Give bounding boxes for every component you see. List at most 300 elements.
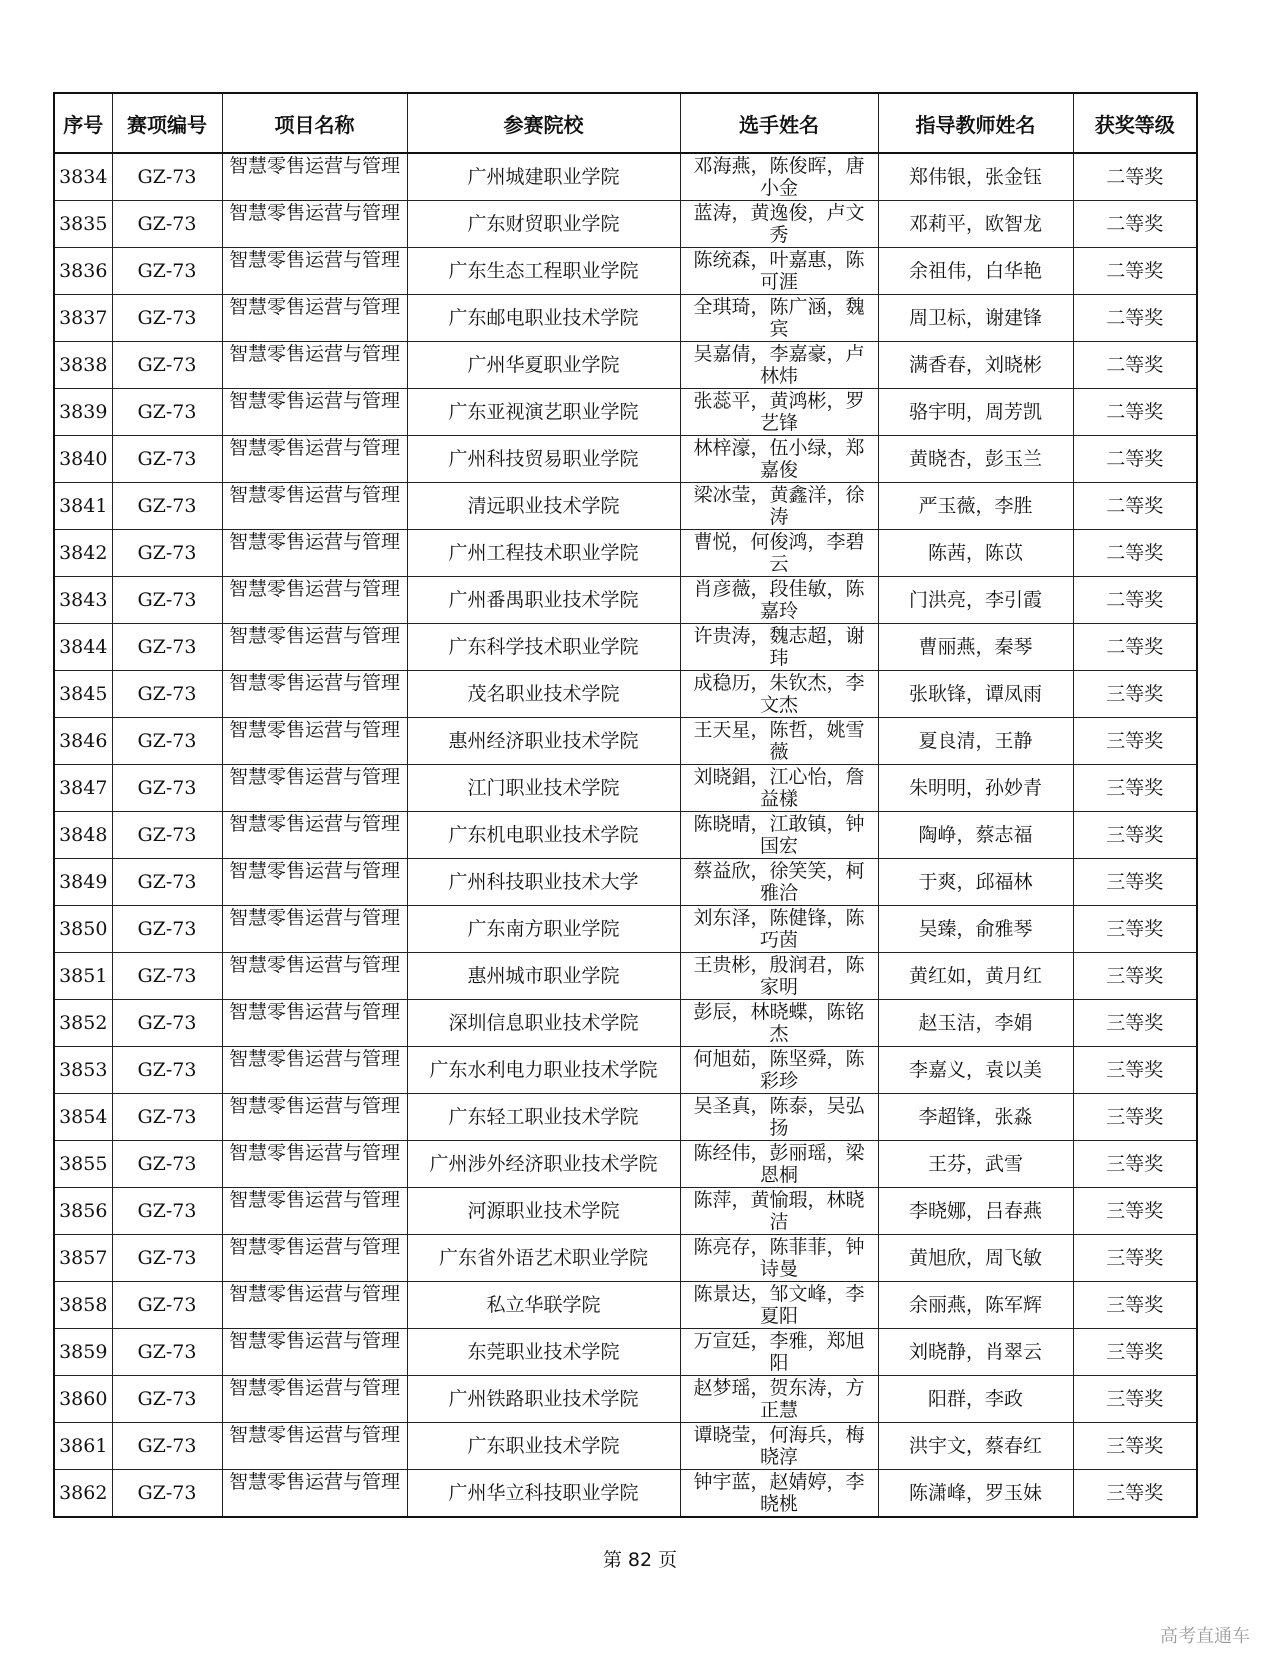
cell-student-names-text: 刘东泽，陈健锋，陈巧茵 xyxy=(693,907,865,951)
cell-project-name-text: 智慧零售运营与管理 xyxy=(228,531,400,553)
cell-project-name-text: 智慧零售运营与管理 xyxy=(228,1330,400,1352)
cell-teacher-names: 严玉薇，李胜 xyxy=(878,483,1073,530)
cell-award-level: 三等奖 xyxy=(1073,1188,1197,1235)
cell-student-names xyxy=(680,624,878,671)
table-row xyxy=(54,483,1197,530)
cell-serial-number: 3840 xyxy=(54,436,112,483)
cell-project-name xyxy=(222,1282,407,1329)
cell-student-names xyxy=(680,201,878,248)
cell-serial-number: 3841 xyxy=(54,483,112,530)
cell-project-name-text: 智慧零售运营与管理 xyxy=(228,1424,400,1446)
cell-student-names xyxy=(680,248,878,295)
cell-project-name-text: 智慧零售运营与管理 xyxy=(228,1001,400,1023)
table-row xyxy=(54,1094,1197,1141)
table-row xyxy=(54,342,1197,389)
cell-project-name-text: 智慧零售运营与管理 xyxy=(228,437,400,459)
cell-student-names xyxy=(680,1047,878,1094)
cell-school: 茂名职业技术学院 xyxy=(407,671,680,718)
cell-school: 广东水利电力职业技术学院 xyxy=(407,1047,680,1094)
cell-serial-number: 3849 xyxy=(54,859,112,906)
cell-student-names-text: 王天星，陈哲，姚雪薇 xyxy=(693,719,865,763)
cell-project-name xyxy=(222,295,407,342)
cell-event-code: GZ-73 xyxy=(112,1423,222,1470)
cell-serial-number: 3835 xyxy=(54,201,112,248)
table-row xyxy=(54,577,1197,624)
cell-serial-number: 3857 xyxy=(54,1235,112,1282)
table-row xyxy=(54,530,1197,577)
cell-project-name-text: 智慧零售运营与管理 xyxy=(228,1189,400,1211)
cell-serial-number: 3861 xyxy=(54,1423,112,1470)
cell-event-code: GZ-73 xyxy=(112,953,222,1000)
cell-student-names-text: 陈统森，叶嘉惠，陈可涯 xyxy=(693,249,865,293)
cell-school: 私立华联学院 xyxy=(407,1282,680,1329)
cell-teacher-names: 赵玉洁，李娟 xyxy=(878,1000,1073,1047)
cell-teacher-names: 邓莉平，欧智龙 xyxy=(878,201,1073,248)
table-row xyxy=(54,295,1197,342)
cell-project-name xyxy=(222,1235,407,1282)
cell-project-name-text: 智慧零售运营与管理 xyxy=(228,1471,400,1493)
cell-school: 广州华夏职业学院 xyxy=(407,342,680,389)
cell-project-name xyxy=(222,624,407,671)
cell-award-level: 三等奖 xyxy=(1073,765,1197,812)
cell-school: 惠州经济职业技术学院 xyxy=(407,718,680,765)
awards-table-container xyxy=(53,92,1196,1518)
cell-event-code: GZ-73 xyxy=(112,483,222,530)
cell-project-name-text: 智慧零售运营与管理 xyxy=(228,484,400,506)
cell-serial-number: 3845 xyxy=(54,671,112,718)
cell-student-names-text: 陈景达，邹文峰，李夏阳 xyxy=(693,1283,865,1327)
table-row xyxy=(54,718,1197,765)
cell-student-names xyxy=(680,1470,878,1518)
cell-school: 清远职业技术学院 xyxy=(407,483,680,530)
cell-teacher-names: 陈茜，陈苡 xyxy=(878,530,1073,577)
cell-project-name-text: 智慧零售运营与管理 xyxy=(228,860,400,882)
cell-serial-number: 3843 xyxy=(54,577,112,624)
cell-student-names-text: 何旭茹，陈坚舜，陈彩珍 xyxy=(693,1048,865,1092)
cell-teacher-names: 陈潇峰，罗玉妹 xyxy=(878,1470,1073,1518)
cell-award-level: 三等奖 xyxy=(1073,1470,1197,1518)
cell-school: 广州工程技术职业学院 xyxy=(407,530,680,577)
cell-award-level: 二等奖 xyxy=(1073,295,1197,342)
cell-serial-number: 3836 xyxy=(54,248,112,295)
cell-student-names xyxy=(680,483,878,530)
cell-teacher-names: 阳群，李政 xyxy=(878,1376,1073,1423)
header-project-name: 项目名称 xyxy=(222,93,407,153)
table-row xyxy=(54,1423,1197,1470)
cell-event-code: GZ-73 xyxy=(112,153,222,201)
cell-award-level: 三等奖 xyxy=(1073,1094,1197,1141)
cell-teacher-names: 李嘉义，袁以美 xyxy=(878,1047,1073,1094)
cell-serial-number: 3853 xyxy=(54,1047,112,1094)
header-event-code: 赛项编号 xyxy=(112,93,222,153)
table-row xyxy=(54,1282,1197,1329)
cell-student-names xyxy=(680,1423,878,1470)
cell-award-level: 三等奖 xyxy=(1073,953,1197,1000)
table-header-row xyxy=(54,93,1197,153)
cell-teacher-names: 李超锋，张淼 xyxy=(878,1094,1073,1141)
cell-student-names xyxy=(680,1376,878,1423)
cell-project-name-text: 智慧零售运营与管理 xyxy=(228,390,400,412)
cell-teacher-names: 张耿锋，谭凤雨 xyxy=(878,671,1073,718)
cell-project-name xyxy=(222,248,407,295)
cell-project-name-text: 智慧零售运营与管理 xyxy=(228,813,400,835)
cell-student-names-text: 全琪琦，陈广涵，魏宾 xyxy=(693,296,865,340)
cell-student-names-text: 蓝涛，黄逸俊，卢文秀 xyxy=(693,202,865,246)
cell-teacher-names: 黄红如，黄月红 xyxy=(878,953,1073,1000)
cell-student-names xyxy=(680,153,878,201)
cell-award-level: 三等奖 xyxy=(1073,1423,1197,1470)
cell-serial-number: 3838 xyxy=(54,342,112,389)
cell-award-level: 三等奖 xyxy=(1073,1329,1197,1376)
cell-event-code: GZ-73 xyxy=(112,765,222,812)
watermark-text: 高考直通车 xyxy=(1160,1626,1250,1647)
cell-event-code: GZ-73 xyxy=(112,530,222,577)
cell-student-names-text: 曹悦，何俊鸿，李碧云 xyxy=(693,531,865,575)
cell-serial-number: 3847 xyxy=(54,765,112,812)
cell-school: 广东财贸职业学院 xyxy=(407,201,680,248)
cell-project-name xyxy=(222,436,407,483)
cell-student-names xyxy=(680,436,878,483)
table-row xyxy=(54,389,1197,436)
table-row xyxy=(54,624,1197,671)
cell-student-names-text: 彭辰，林晓蝶，陈铭杰 xyxy=(693,1001,865,1045)
cell-teacher-names: 于爽，邱福林 xyxy=(878,859,1073,906)
cell-student-names-text: 梁冰莹，黄鑫洋，徐涛 xyxy=(693,484,865,528)
cell-student-names xyxy=(680,342,878,389)
cell-serial-number: 3839 xyxy=(54,389,112,436)
cell-award-level: 二等奖 xyxy=(1073,624,1197,671)
cell-school: 广州铁路职业技术学院 xyxy=(407,1376,680,1423)
cell-student-names xyxy=(680,1188,878,1235)
cell-award-level: 二等奖 xyxy=(1073,201,1197,248)
cell-teacher-names: 骆宇明，周芳凯 xyxy=(878,389,1073,436)
cell-teacher-names: 周卫标，谢建锋 xyxy=(878,295,1073,342)
cell-teacher-names: 门洪亮，李引霞 xyxy=(878,577,1073,624)
header-teacher-names: 指导教师姓名 xyxy=(878,93,1073,153)
table-row xyxy=(54,1188,1197,1235)
cell-event-code: GZ-73 xyxy=(112,906,222,953)
cell-teacher-names: 朱明明，孙妙青 xyxy=(878,765,1073,812)
cell-serial-number: 3856 xyxy=(54,1188,112,1235)
cell-teacher-names: 洪宇文，蔡春红 xyxy=(878,1423,1073,1470)
cell-serial-number: 3851 xyxy=(54,953,112,1000)
cell-award-level: 二等奖 xyxy=(1073,530,1197,577)
cell-student-names xyxy=(680,530,878,577)
cell-serial-number: 3860 xyxy=(54,1376,112,1423)
cell-student-names-text: 林梓濠，伍小绿，郑嘉俊 xyxy=(693,437,865,481)
cell-serial-number: 3848 xyxy=(54,812,112,859)
cell-teacher-names: 黄旭欣，周飞敏 xyxy=(878,1235,1073,1282)
cell-award-level: 三等奖 xyxy=(1073,1282,1197,1329)
cell-school: 广东轻工职业技术学院 xyxy=(407,1094,680,1141)
cell-teacher-names: 李晓娜，吕春燕 xyxy=(878,1188,1073,1235)
cell-school: 江门职业技术学院 xyxy=(407,765,680,812)
cell-student-names-text: 吴圣真，陈泰，吴弘扬 xyxy=(693,1095,865,1139)
cell-school: 广州番禺职业技术学院 xyxy=(407,577,680,624)
cell-school: 深圳信息职业技术学院 xyxy=(407,1000,680,1047)
cell-project-name-text: 智慧零售运营与管理 xyxy=(228,249,400,271)
header-award-level: 获奖等级 xyxy=(1073,93,1197,153)
cell-event-code: GZ-73 xyxy=(112,577,222,624)
cell-serial-number: 3862 xyxy=(54,1470,112,1518)
cell-school: 广东亚视演艺职业学院 xyxy=(407,389,680,436)
cell-school: 东莞职业技术学院 xyxy=(407,1329,680,1376)
cell-serial-number: 3855 xyxy=(54,1141,112,1188)
cell-project-name-text: 智慧零售运营与管理 xyxy=(228,1142,400,1164)
cell-project-name xyxy=(222,1470,407,1518)
table-row xyxy=(54,436,1197,483)
cell-award-level: 三等奖 xyxy=(1073,1000,1197,1047)
cell-student-names xyxy=(680,812,878,859)
cell-project-name xyxy=(222,859,407,906)
cell-event-code: GZ-73 xyxy=(112,1047,222,1094)
cell-project-name-text: 智慧零售运营与管理 xyxy=(228,766,400,788)
cell-project-name xyxy=(222,577,407,624)
table-row xyxy=(54,765,1197,812)
cell-project-name-text: 智慧零售运营与管理 xyxy=(228,1377,400,1399)
table-row xyxy=(54,859,1197,906)
cell-project-name xyxy=(222,671,407,718)
cell-event-code: GZ-73 xyxy=(112,201,222,248)
cell-project-name xyxy=(222,1376,407,1423)
cell-student-names-text: 万宣廷，李雅，郑旭阳 xyxy=(693,1330,865,1374)
cell-project-name-text: 智慧零售运营与管理 xyxy=(228,1095,400,1117)
cell-teacher-names: 黄晓杏，彭玉兰 xyxy=(878,436,1073,483)
cell-student-names xyxy=(680,1094,878,1141)
cell-school: 惠州城市职业学院 xyxy=(407,953,680,1000)
cell-teacher-names: 郑伟银，张金钰 xyxy=(878,153,1073,201)
cell-student-names-text: 钟宇蓝，赵婧婷，李晓桃 xyxy=(693,1471,865,1515)
table-row xyxy=(54,1329,1197,1376)
table-row xyxy=(54,1141,1197,1188)
cell-student-names-text: 陈经伟，彭丽瑶，梁恩桐 xyxy=(693,1142,865,1186)
table-row xyxy=(54,248,1197,295)
cell-school: 广州城建职业学院 xyxy=(407,153,680,201)
cell-project-name xyxy=(222,1000,407,1047)
cell-project-name xyxy=(222,201,407,248)
cell-student-names xyxy=(680,1141,878,1188)
cell-award-level: 三等奖 xyxy=(1073,1141,1197,1188)
cell-event-code: GZ-73 xyxy=(112,1188,222,1235)
cell-serial-number: 3858 xyxy=(54,1282,112,1329)
cell-event-code: GZ-73 xyxy=(112,1376,222,1423)
cell-award-level: 三等奖 xyxy=(1073,1376,1197,1423)
cell-school: 广州科技职业技术大学 xyxy=(407,859,680,906)
cell-event-code: GZ-73 xyxy=(112,671,222,718)
cell-award-level: 二等奖 xyxy=(1073,483,1197,530)
cell-project-name xyxy=(222,530,407,577)
header-student-names: 选手姓名 xyxy=(680,93,878,153)
cell-school: 广东科学技术职业学院 xyxy=(407,624,680,671)
cell-student-names xyxy=(680,953,878,1000)
table-row xyxy=(54,153,1197,201)
cell-teacher-names: 余祖伟，白华艳 xyxy=(878,248,1073,295)
cell-award-level: 二等奖 xyxy=(1073,389,1197,436)
table-row xyxy=(54,671,1197,718)
cell-student-names xyxy=(680,718,878,765)
cell-student-names-text: 吴嘉倩，李嘉豪，卢林炜 xyxy=(693,343,865,387)
cell-award-level: 三等奖 xyxy=(1073,906,1197,953)
cell-event-code: GZ-73 xyxy=(112,1141,222,1188)
cell-award-level: 二等奖 xyxy=(1073,577,1197,624)
cell-project-name xyxy=(222,1188,407,1235)
cell-award-level: 二等奖 xyxy=(1073,342,1197,389)
cell-project-name xyxy=(222,718,407,765)
cell-student-names xyxy=(680,1235,878,1282)
cell-project-name-text: 智慧零售运营与管理 xyxy=(228,1048,400,1070)
cell-student-names xyxy=(680,1000,878,1047)
cell-event-code: GZ-73 xyxy=(112,295,222,342)
cell-student-names-text: 陈晓晴，江敢镇，钟国宏 xyxy=(693,813,865,857)
cell-teacher-names: 满香春，刘晓彬 xyxy=(878,342,1073,389)
cell-project-name xyxy=(222,1423,407,1470)
cell-teacher-names: 曹丽燕，秦琴 xyxy=(878,624,1073,671)
cell-project-name xyxy=(222,812,407,859)
cell-student-names-text: 赵梦瑶，贺东涛，方正慧 xyxy=(693,1377,865,1421)
table-row xyxy=(54,1376,1197,1423)
cell-event-code: GZ-73 xyxy=(112,718,222,765)
cell-student-names-text: 王贵彬，殷润君，陈家明 xyxy=(693,954,865,998)
cell-student-names xyxy=(680,906,878,953)
cell-project-name xyxy=(222,483,407,530)
cell-project-name xyxy=(222,1141,407,1188)
table-row xyxy=(54,201,1197,248)
cell-project-name-text: 智慧零售运营与管理 xyxy=(228,625,400,647)
cell-project-name xyxy=(222,1047,407,1094)
cell-serial-number: 3834 xyxy=(54,153,112,201)
cell-school: 广州华立科技职业学院 xyxy=(407,1470,680,1518)
cell-award-level: 二等奖 xyxy=(1073,248,1197,295)
cell-event-code: GZ-73 xyxy=(112,624,222,671)
cell-project-name-text: 智慧零售运营与管理 xyxy=(228,907,400,929)
cell-project-name xyxy=(222,1094,407,1141)
cell-project-name xyxy=(222,765,407,812)
cell-project-name xyxy=(222,389,407,436)
cell-event-code: GZ-73 xyxy=(112,1235,222,1282)
cell-student-names xyxy=(680,295,878,342)
cell-award-level: 三等奖 xyxy=(1073,671,1197,718)
cell-event-code: GZ-73 xyxy=(112,342,222,389)
cell-school: 广东机电职业技术学院 xyxy=(407,812,680,859)
cell-student-names xyxy=(680,671,878,718)
table-row xyxy=(54,953,1197,1000)
cell-project-name-text: 智慧零售运营与管理 xyxy=(228,1283,400,1305)
header-serial-number: 序号 xyxy=(54,93,112,153)
cell-student-names-text: 陈亮存，陈菲菲，钟诗曼 xyxy=(693,1236,865,1280)
table-body xyxy=(54,153,1197,1517)
cell-project-name-text: 智慧零售运营与管理 xyxy=(228,343,400,365)
cell-project-name-text: 智慧零售运营与管理 xyxy=(228,954,400,976)
cell-student-names xyxy=(680,859,878,906)
cell-teacher-names: 陶峥，蔡志福 xyxy=(878,812,1073,859)
cell-student-names-text: 陈萍，黄愉瑕，林晓洁 xyxy=(693,1189,865,1233)
cell-serial-number: 3852 xyxy=(54,1000,112,1047)
cell-project-name-text: 智慧零售运营与管理 xyxy=(228,1236,400,1258)
cell-event-code: GZ-73 xyxy=(112,1470,222,1518)
cell-event-code: GZ-73 xyxy=(112,1094,222,1141)
cell-student-names-text: 肖彦薇，段佳敏，陈嘉玲 xyxy=(693,578,865,622)
cell-award-level: 三等奖 xyxy=(1073,859,1197,906)
cell-event-code: GZ-73 xyxy=(112,812,222,859)
cell-school: 广东职业技术学院 xyxy=(407,1423,680,1470)
cell-student-names-text: 谭晓莹，何海兵，梅晓淳 xyxy=(693,1424,865,1468)
cell-serial-number: 3842 xyxy=(54,530,112,577)
cell-school: 广州科技贸易职业学院 xyxy=(407,436,680,483)
cell-school: 河源职业技术学院 xyxy=(407,1188,680,1235)
cell-student-names-text: 许贵涛，魏志超，谢玮 xyxy=(693,625,865,669)
cell-project-name xyxy=(222,1329,407,1376)
cell-award-level: 三等奖 xyxy=(1073,718,1197,765)
table-row xyxy=(54,1470,1197,1518)
cell-school: 广东省外语艺术职业学院 xyxy=(407,1235,680,1282)
cell-event-code: GZ-73 xyxy=(112,248,222,295)
cell-student-names xyxy=(680,1329,878,1376)
cell-school: 广东南方职业学院 xyxy=(407,906,680,953)
table-row xyxy=(54,1047,1197,1094)
table-row xyxy=(54,906,1197,953)
cell-project-name-text: 智慧零售运营与管理 xyxy=(228,719,400,741)
cell-student-names-text: 刘晓錩，江心怡，詹益樣 xyxy=(693,766,865,810)
cell-serial-number: 3850 xyxy=(54,906,112,953)
cell-award-level: 三等奖 xyxy=(1073,1235,1197,1282)
cell-student-names-text: 成稳历，朱钦杰，李文杰 xyxy=(693,672,865,716)
cell-serial-number: 3837 xyxy=(54,295,112,342)
cell-award-level: 三等奖 xyxy=(1073,812,1197,859)
cell-event-code: GZ-73 xyxy=(112,1282,222,1329)
cell-event-code: GZ-73 xyxy=(112,1000,222,1047)
cell-student-names xyxy=(680,577,878,624)
cell-teacher-names: 余丽燕，陈军辉 xyxy=(878,1282,1073,1329)
cell-project-name-text: 智慧零售运营与管理 xyxy=(228,155,400,177)
cell-school: 广东生态工程职业学院 xyxy=(407,248,680,295)
cell-project-name-text: 智慧零售运营与管理 xyxy=(228,672,400,694)
cell-school: 广东邮电职业技术学院 xyxy=(407,295,680,342)
cell-student-names-text: 蔡益欣，徐笑笑，柯雅洽 xyxy=(693,860,865,904)
cell-serial-number: 3859 xyxy=(54,1329,112,1376)
cell-serial-number: 3854 xyxy=(54,1094,112,1141)
awards-table xyxy=(53,92,1198,1518)
cell-teacher-names: 吴臻，俞雅琴 xyxy=(878,906,1073,953)
cell-award-level: 二等奖 xyxy=(1073,153,1197,201)
cell-project-name-text: 智慧零售运营与管理 xyxy=(228,296,400,318)
cell-student-names xyxy=(680,1282,878,1329)
cell-student-names xyxy=(680,765,878,812)
cell-student-names-text: 邓海燕，陈俊晖，唐小金 xyxy=(693,155,865,199)
header-school: 参赛院校 xyxy=(407,93,680,153)
cell-award-level: 三等奖 xyxy=(1073,1047,1197,1094)
cell-project-name xyxy=(222,153,407,201)
cell-student-names-text: 张蕊平，黄鸿彬，罗艺锋 xyxy=(693,390,865,434)
page-number: 第 82 页 xyxy=(602,1549,678,1571)
cell-project-name xyxy=(222,906,407,953)
cell-teacher-names: 夏良清，王静 xyxy=(878,718,1073,765)
cell-serial-number: 3846 xyxy=(54,718,112,765)
cell-teacher-names: 王芬，武雪 xyxy=(878,1141,1073,1188)
cell-project-name xyxy=(222,342,407,389)
cell-project-name-text: 智慧零售运营与管理 xyxy=(228,202,400,224)
cell-project-name-text: 智慧零售运营与管理 xyxy=(228,578,400,600)
cell-teacher-names: 刘晓静，肖翠云 xyxy=(878,1329,1073,1376)
cell-award-level: 二等奖 xyxy=(1073,436,1197,483)
cell-event-code: GZ-73 xyxy=(112,1329,222,1376)
cell-project-name xyxy=(222,953,407,1000)
table-row xyxy=(54,1000,1197,1047)
table-row xyxy=(54,812,1197,859)
cell-event-code: GZ-73 xyxy=(112,859,222,906)
cell-student-names xyxy=(680,389,878,436)
cell-serial-number: 3844 xyxy=(54,624,112,671)
cell-school: 广州涉外经济职业技术学院 xyxy=(407,1141,680,1188)
